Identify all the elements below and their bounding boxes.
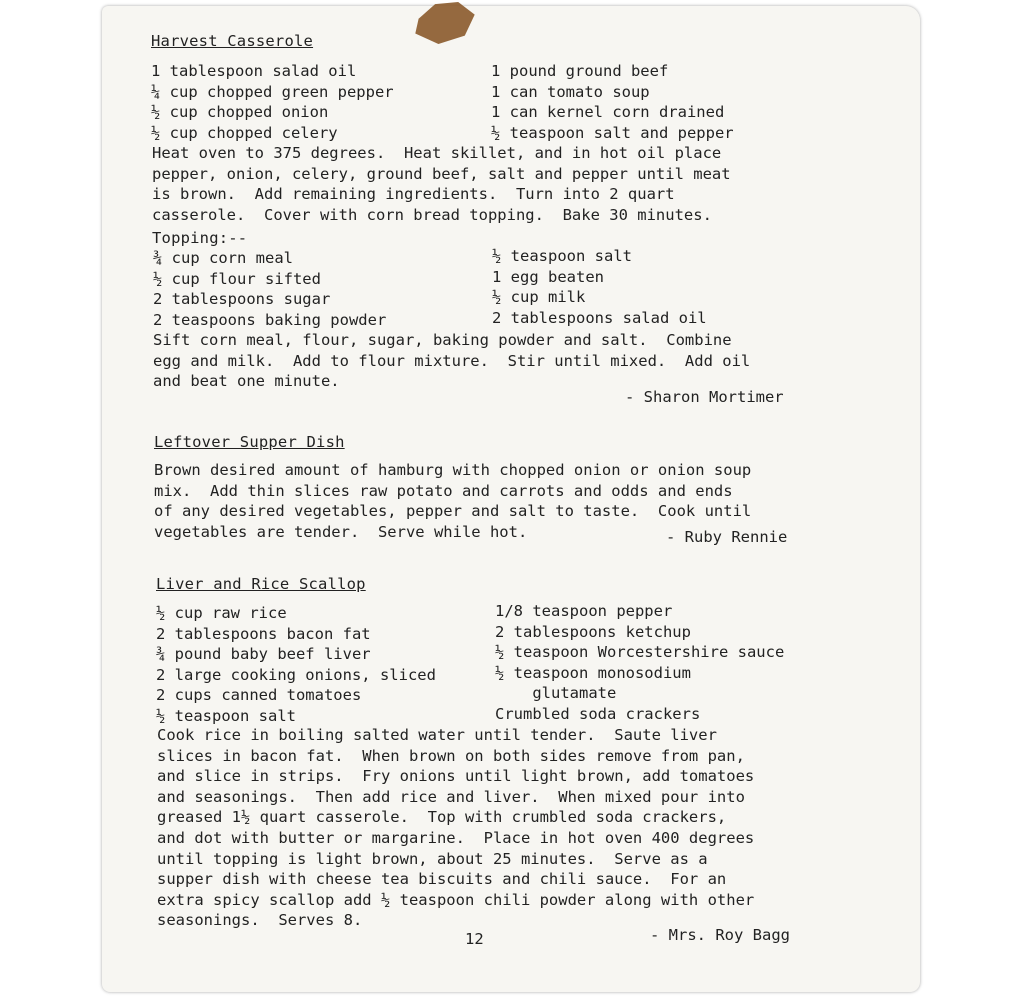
recipe-title: Leftover Supper Dish [154, 433, 345, 451]
instruction-line: casserole. Cover with corn bread topping. Bake 30 minutes. [152, 205, 712, 224]
ingredient: 1 tablespoon salad oil [151, 62, 357, 80]
ingredient-list-left [156, 603, 436, 727]
ingredient: ½ teaspoon salt and pepper [491, 123, 734, 142]
ingredient: 1 pound ground beef [491, 62, 669, 80]
instruction-line: egg and milk. Add to flour mixture. Stir until mixed. Add oil [153, 351, 751, 370]
ingredient: ½ teaspoon salt [156, 706, 296, 725]
instruction-line: Heat oven to 375 degrees. Heat skillet, and in hot oil place [152, 144, 722, 162]
recipe-signature: - Ruby Rennie [666, 528, 788, 546]
instruction-line: and seasonings. Then add rice and liver. When mixed pour into [157, 787, 745, 806]
ingredient: 2 large cooking onions, sliced [156, 665, 436, 684]
instruction-line: mix. Add thin slices raw potato and carrots and odds and ends [154, 481, 733, 500]
ingredient: ¼ cup chopped green pepper [151, 82, 394, 101]
ingredient: ½ teaspoon Worcestershire sauce [495, 643, 785, 662]
instruction-line: Cook rice in boiling salted water until tender. Saute liver [157, 726, 717, 744]
page-number: 12 [465, 930, 484, 948]
ingredient: ½ teaspoon salt [492, 247, 632, 265]
ingredient-list-left [151, 61, 394, 143]
instruction-line: seasonings. Serves 8. [157, 911, 363, 930]
ingredient-list-right [491, 61, 734, 143]
instruction-line: until topping is light brown, about 25 minutes. Serve as a [157, 849, 708, 868]
ingredient: 1/8 teaspoon pepper [495, 602, 673, 620]
ingredient: 2 cups canned tomatoes [156, 686, 362, 705]
recipe-signature: - Sharon Mortimer [625, 388, 784, 406]
instruction-line: and slice in strips. Fry onions until light brown, add tomatoes [157, 767, 755, 786]
instruction-line: supper dish with cheese tea biscuits and chili sauce. For an [157, 870, 727, 889]
instructions [157, 725, 754, 931]
ingredient: 2 tablespoons salad oil [492, 308, 707, 327]
instructions [154, 460, 751, 542]
ingredient: ¾ pound baby beef liver [156, 645, 371, 664]
ingredient: 1 egg beaten [492, 267, 604, 286]
instruction-line: vegetables are tender. Serve while hot. [154, 522, 528, 541]
ingredient: 2 teaspoons baking powder [153, 310, 387, 329]
topping-list-right [492, 246, 707, 328]
ingredient: Crumbled soda crackers [495, 704, 701, 723]
instruction-line: slices in bacon fat. When brown on both sides remove from pan, [157, 746, 745, 765]
ingredient: ½ cup chopped onion [151, 103, 329, 122]
ingredient: ½ cup flour sifted [153, 269, 321, 288]
instruction-line: greased 1½ quart casserole. Top with crumbled soda crackers, [157, 808, 727, 827]
instruction-line: Sift corn meal, flour, sugar, baking powder and salt. Combine [153, 331, 732, 349]
ingredient: ½ cup chopped celery [151, 123, 338, 142]
ingredient: 2 tablespoons ketchup [495, 622, 691, 641]
instruction-line: of any desired vegetables, pepper and salt to taste. Cook until [154, 502, 752, 521]
ingredient: ½ teaspoon monosodium [495, 663, 691, 682]
instructions [152, 143, 731, 225]
instruction-line: is brown. Add remaining ingredients. Turn into 2 quart [152, 185, 675, 204]
instruction-line: extra spicy scallop add ½ teaspoon chili powder along with other [157, 890, 755, 909]
instruction-line: and beat one minute. [153, 372, 340, 391]
recipe-title: Harvest Casserole [151, 32, 314, 50]
recipe-title: Liver and Rice Scallop [156, 575, 366, 593]
ingredient: 2 tablespoons bacon fat [156, 624, 371, 643]
recipe-signature: - Mrs. Roy Bagg [650, 926, 790, 944]
ingredient: ½ cup raw rice [156, 604, 287, 622]
ingredient: ¾ cup corn meal [153, 249, 293, 267]
ingredient: 1 can kernel corn drained [491, 103, 725, 122]
ingredient: 1 can tomato soup [491, 82, 650, 101]
ingredient: ½ cup milk [492, 288, 586, 307]
ingredient: 2 tablespoons sugar [153, 290, 331, 309]
topping-list-left [153, 248, 386, 330]
topping-instructions [153, 330, 750, 392]
instruction-line: pepper, onion, celery, ground beef, salt and pepper until meat [152, 164, 731, 183]
instruction-line: and dot with butter or margarine. Place in hot oven 400 degrees [157, 828, 755, 847]
topping-label: Topping:-- [152, 229, 248, 247]
ingredient-list-right [495, 601, 784, 725]
ingredient: glutamate [495, 684, 617, 703]
instruction-line: Brown desired amount of hamburg with chopped onion or onion soup [154, 461, 752, 479]
